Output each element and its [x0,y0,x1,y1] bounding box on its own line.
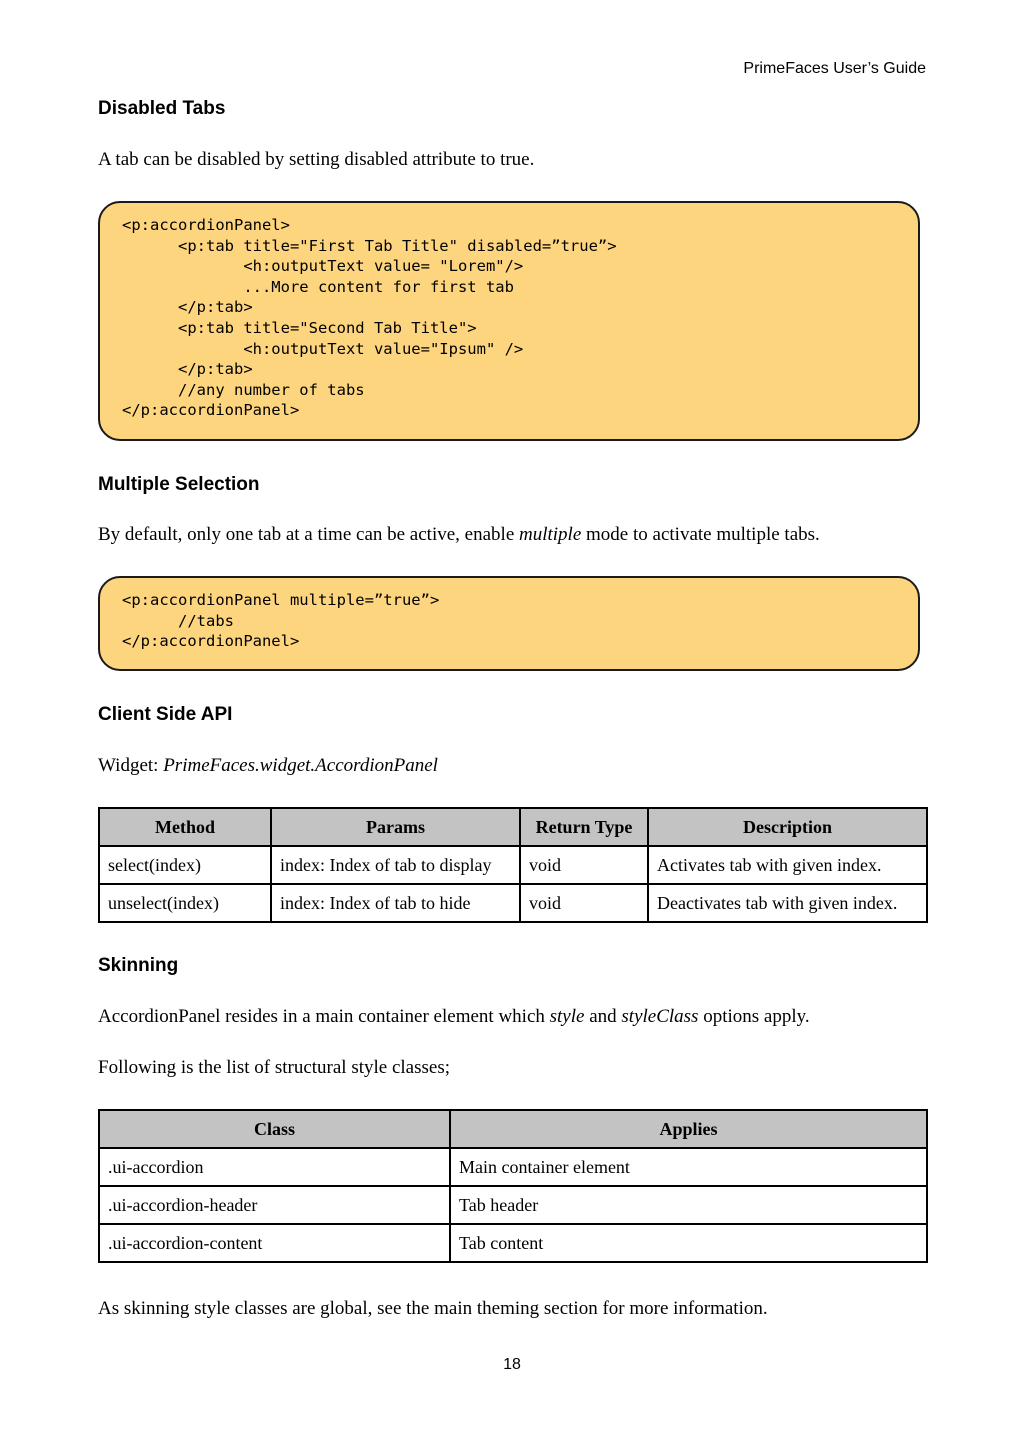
code-line: //any number of tabs [122,380,365,399]
multiple-selection-text [98,524,820,546]
style-classes-table [98,1109,928,1263]
column-header: Method [99,808,271,846]
table-row [99,1148,927,1186]
section-heading-disabled-tabs: Disabled Tabs [98,98,226,119]
column-header: Description [648,808,927,846]
widget-name: PrimeFaces.widget.AccordionPanel [163,755,438,776]
code-line: </p:tab> [122,298,253,317]
table-cell: Tab header [450,1186,927,1224]
table-cell: unselect(index) [99,884,271,922]
text-emphasis: multiple [519,524,582,545]
disabled-tabs-text: A tab can be disabled by setting disabled attribute to true. [98,149,535,170]
table-cell: index: Index of tab to display [271,846,520,884]
code-block-multiple-selection [98,576,920,671]
skinning-text-3: As skinning style classes are global, see the main theming section for more information. [98,1298,768,1319]
running-header: PrimeFaces User’s Guide [743,60,926,77]
skinning-text-2: Following is the list of structural style classes; [98,1057,450,1078]
table-row [99,884,927,922]
code-line: <h:outputText value= "Lorem"/> [122,257,524,276]
skinning-text-1 [98,1006,810,1028]
code-line: <p:accordionPanel> [122,216,290,234]
table-header-row [99,808,927,846]
table-cell: void [520,884,648,922]
page-number: 18 [503,1356,521,1373]
table-cell: index: Index of tab to hide [271,884,520,922]
table-cell: void [520,846,648,884]
table-cell: Tab content [450,1224,927,1262]
table-cell: .ui-accordion-content [99,1224,450,1262]
code-line: ...More content for first tab [122,277,514,296]
section-heading-multiple-selection: Multiple Selection [98,474,260,495]
table-cell: .ui-accordion [99,1148,450,1186]
text-run: and [584,1006,622,1027]
text-emphasis: styleClass [621,1006,699,1027]
code-line: </p:accordionPanel> [122,632,300,651]
column-header: Params [271,808,520,846]
table-cell: Activates tab with given index. [648,846,927,884]
code-line: //tabs [122,611,234,630]
section-heading-skinning: Skinning [98,955,179,976]
table-cell: Main container element [450,1148,927,1186]
section-heading-client-api: Client Side API [98,704,233,725]
text-emphasis: style [549,1006,585,1027]
table-row [99,1186,927,1224]
table-header-row [99,1110,927,1148]
column-header: Return Type [520,808,648,846]
table-row [99,1224,927,1262]
text-run: AccordionPanel resides in a main container element which [98,1006,550,1027]
code-block-disabled-tabs [98,201,920,441]
code-line: </p:accordionPanel> [122,401,300,420]
column-header: Applies [450,1110,927,1148]
table-cell: .ui-accordion-header [99,1186,450,1224]
table-cell: Deactivates tab with given index. [648,884,927,922]
text-run: By default, only one tab at a time can be active, enable [98,524,519,545]
code-line: <p:tab title="Second Tab Title"> [122,318,477,337]
client-api-table [98,807,928,923]
code-line: <p:accordionPanel multiple=”true”> [122,591,440,609]
text-run: Widget: [98,755,164,776]
code-line: <h:outputText value="Ipsum" /> [122,339,524,358]
widget-text [98,755,438,777]
text-run: mode to activate multiple tabs. [581,524,820,545]
code-line: </p:tab> [122,360,253,379]
column-header: Class [99,1110,450,1148]
text-run: options apply. [698,1006,810,1027]
code-line: <p:tab title="First Tab Title" disabled=”true”> [122,236,617,255]
table-row [99,846,927,884]
table-cell: select(index) [99,846,271,884]
